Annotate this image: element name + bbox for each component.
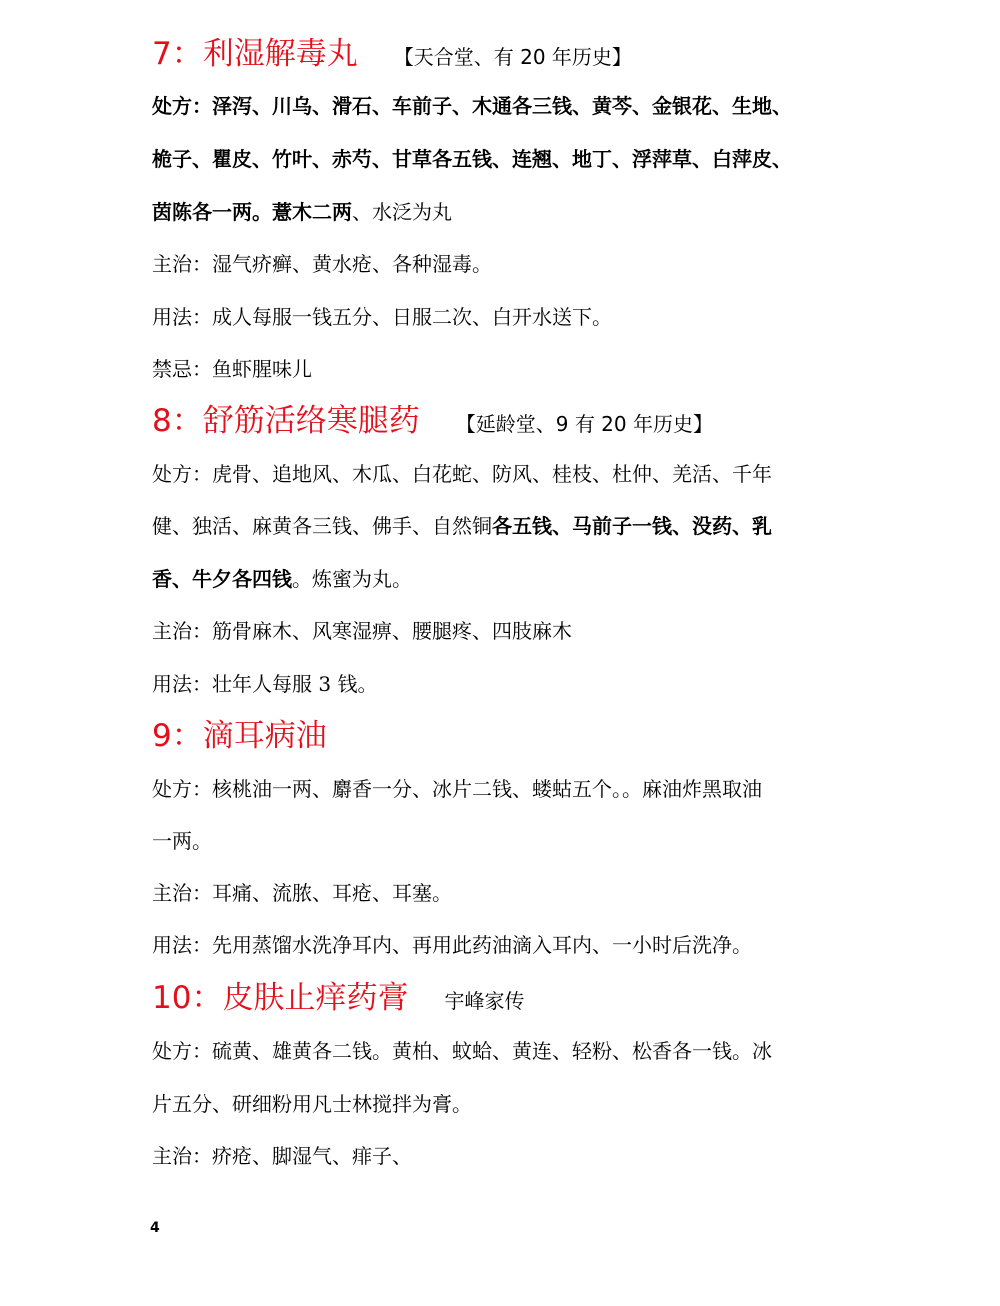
normal-text: 主治：湿气疥癣、黄水疮、各种湿毒。 bbox=[152, 252, 492, 276]
section-8-usage bbox=[152, 670, 377, 698]
section-9-usage bbox=[152, 931, 752, 959]
normal-text: 片五分、研细粉用凡士林搅拌为膏。 bbox=[152, 1092, 472, 1116]
section-9-heading bbox=[152, 718, 327, 754]
normal-text: 处方：虎骨、追地风、木瓜、白花蛇、防风、桂枝、杜仲、羌活、千年 bbox=[152, 462, 772, 486]
page-number: 4 bbox=[150, 1220, 160, 1236]
normal-text: 一两。 bbox=[152, 829, 212, 853]
section-10-title: 10：皮肤止痒药膏 bbox=[152, 980, 409, 1016]
bold-text: 茵陈各一两。薏木二两 bbox=[152, 200, 352, 224]
section-9-title: 9：滴耳病油 bbox=[152, 718, 327, 754]
section-9-line-2 bbox=[152, 827, 212, 855]
normal-text: 用法：先用蒸馏水洗净耳内、再用此药油滴入耳内、一小时后洗净。 bbox=[152, 933, 752, 957]
section-7-heading bbox=[152, 36, 632, 75]
section-8-line-1 bbox=[152, 460, 772, 488]
normal-text: 处方：核桃油一两、麝香一分、冰片二钱、蝼蛄五个。。麻油炸黑取油 bbox=[152, 777, 762, 801]
section-10-line-1 bbox=[152, 1037, 772, 1065]
section-8-indication bbox=[152, 617, 572, 645]
bold-text: 桅子、瞿皮、竹叶、赤芍、甘草各五钱、连翘、地丁、浮萍草、白萍皮、 bbox=[152, 147, 792, 171]
section-7-contraindication bbox=[152, 355, 312, 383]
section-9-line-1 bbox=[152, 775, 762, 803]
section-10-line-2 bbox=[152, 1090, 472, 1118]
normal-text: 健、独活、麻黄各三钱、佛手、自然铜 bbox=[152, 514, 492, 538]
section-8-line-3 bbox=[152, 565, 412, 593]
section-9-indication bbox=[152, 879, 452, 907]
section-8-note: 【延龄堂、9 有 20 年历史】 bbox=[455, 412, 713, 436]
normal-text: 用法：壮年人每服 3 钱。 bbox=[152, 672, 378, 696]
bold-text: 香、牛夕各四钱 bbox=[152, 567, 292, 591]
normal-text: 用法：成人每服一钱五分、日服二次、白开水送下。 bbox=[152, 305, 612, 329]
bold-text: 处方：泽泻、川乌、滑石、车前子、木通各三钱、黄芩、金银花、生地、 bbox=[152, 94, 792, 118]
bold-text: 各五钱、马前子一钱、没药、乳 bbox=[492, 514, 772, 538]
section-7-line-1 bbox=[152, 92, 792, 120]
normal-text: 。炼蜜为丸。 bbox=[292, 567, 412, 591]
section-10-heading bbox=[152, 980, 524, 1019]
section-8-line-2 bbox=[152, 512, 772, 540]
section-8-title: 8：舒筋活络寒腿药 bbox=[152, 403, 420, 439]
section-7-note: 【天合堂、有 20 年历史】 bbox=[393, 45, 632, 69]
section-7-usage bbox=[152, 303, 612, 331]
normal-text: 禁忌：鱼虾腥味儿 bbox=[152, 357, 312, 381]
normal-text: 处方：硫黄、雄黄各二钱。黄柏、蚊蛤、黄连、轻粉、松香各一钱。冰 bbox=[152, 1039, 772, 1063]
section-7-title: 7：利湿解毒丸 bbox=[152, 36, 358, 72]
section-7-line-3 bbox=[152, 198, 452, 226]
section-7-indication bbox=[152, 250, 492, 278]
normal-text: 主治：筋骨麻木、风寒湿痹、腰腿疼、四肢麻木 bbox=[152, 619, 572, 643]
section-10-note: 宇峰家传 bbox=[444, 989, 525, 1013]
section-10-indication bbox=[152, 1142, 412, 1170]
normal-text: 、水泛为丸 bbox=[352, 200, 452, 224]
section-7-line-2 bbox=[152, 145, 792, 173]
normal-text: 主治：耳痛、流脓、耳疮、耳塞。 bbox=[152, 881, 452, 905]
normal-text: 主治：疥疮、脚湿气、痱子、 bbox=[152, 1144, 412, 1168]
section-8-heading bbox=[152, 403, 713, 442]
